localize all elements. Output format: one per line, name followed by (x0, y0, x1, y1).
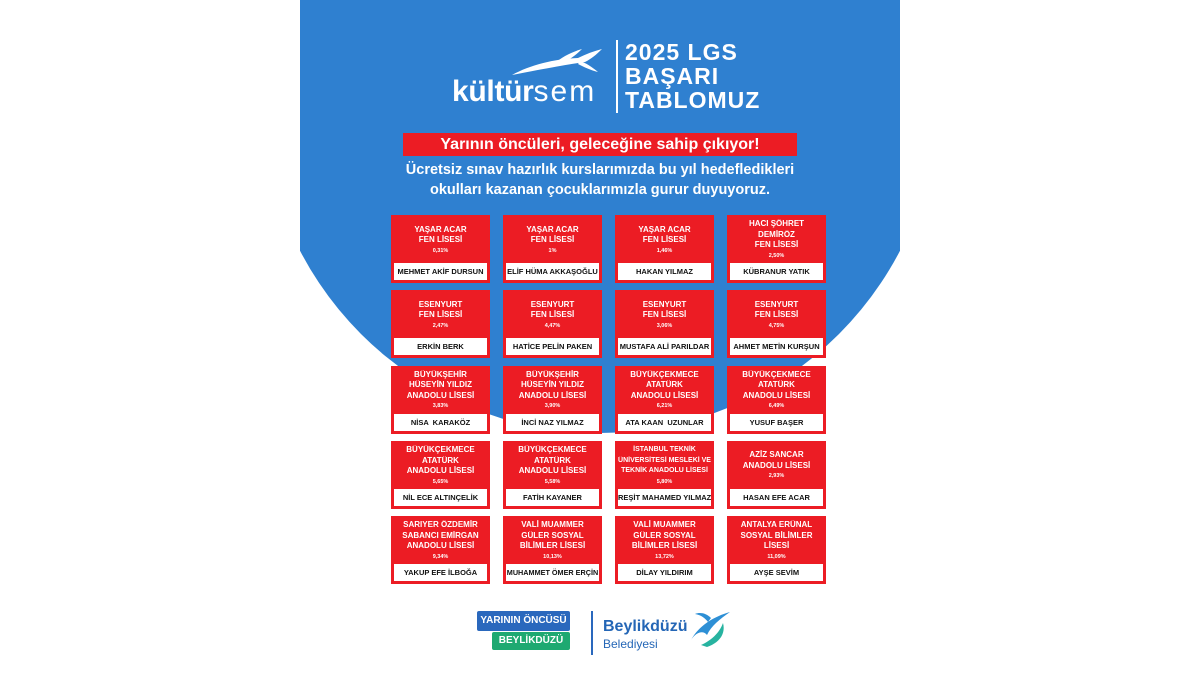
school-name-line: ANADOLU LİSESİ (406, 466, 475, 476)
campaign-badge-bottom: BEYLİKDÜZÜ (492, 632, 570, 650)
score-percent: 2,47% (432, 322, 449, 329)
school-name-line: SARIYER ÖZDEMİR (403, 520, 478, 530)
school-block (615, 516, 714, 564)
school-name-line: YAŞAR ACAR (638, 224, 691, 234)
school-block (615, 215, 714, 263)
result-card (727, 290, 826, 358)
page-title (625, 40, 760, 112)
title-line: TABLOMUZ (625, 87, 761, 113)
score-percent: 13,72% (655, 553, 674, 560)
result-card (391, 441, 490, 509)
student-name: FATİH KAYANER (506, 489, 599, 506)
result-card (727, 516, 826, 584)
result-card (727, 441, 826, 509)
score-percent: 5,80% (656, 478, 673, 485)
school-block (503, 441, 602, 489)
score-percent: 6,21% (656, 403, 673, 410)
school-block (727, 441, 826, 489)
result-card (727, 215, 826, 283)
score-percent: 2,50% (768, 252, 785, 259)
school-block (391, 441, 490, 489)
school-name-line: FEN LİSESİ (418, 310, 463, 320)
school-name-line: YAŞAR ACAR (526, 224, 579, 234)
logo-wordmark (452, 75, 596, 109)
school-name-line: FEN LİSESİ (754, 310, 799, 320)
campaign-badge-top: YARININ ÖNCÜSÜ (477, 611, 570, 631)
student-name: NİSA KARAKÖZ (394, 414, 487, 431)
school-name-line: BÜYÜKÇEKMECE (518, 445, 587, 455)
school-block (727, 366, 826, 414)
school-name-line: ÜNİVERSİTESİ MESLEKİ VE (618, 456, 711, 464)
score-percent: 3,06% (656, 322, 673, 329)
result-card (615, 290, 714, 358)
score-percent: 3,83% (432, 403, 449, 410)
school-name-line: SABANCI EMİRGAN (402, 530, 479, 540)
poster (300, 0, 900, 675)
school-name-line: HÜSEYİN YILDIZ (521, 380, 584, 390)
score-percent: 5,65% (432, 478, 449, 485)
school-name-line: ESENYURT (530, 299, 575, 309)
school-name-line: YAŞAR ACAR (414, 224, 467, 234)
school-name-line: ESENYURT (418, 299, 463, 309)
student-name: MUSTAFA ALİ PARILDAR (618, 338, 711, 355)
school-block (503, 516, 602, 564)
slogan-banner: Yarının öncüleri, geleceğine sahip çıkıyor! (403, 133, 797, 156)
school-name-line: ATATÜRK (646, 380, 683, 390)
result-card (503, 290, 602, 358)
school-name-line: BÜYÜKŞEHİR (414, 369, 467, 379)
school-block (727, 290, 826, 338)
score-percent: 6,49% (768, 403, 785, 410)
student-name: YUSUF BAŞER (730, 414, 823, 431)
school-name-line: HACI ŞÖHRET (748, 219, 805, 229)
school-name-line: SOSYAL BİLİMLER (740, 530, 813, 540)
school-name-line: ANADOLU LİSESİ (518, 390, 587, 400)
school-block (727, 215, 826, 263)
results-grid (391, 215, 826, 584)
school-name-line: ANADOLU LİSESİ (630, 390, 699, 400)
school-block (391, 516, 490, 564)
student-name: İNCİ NAZ YILMAZ (506, 414, 599, 431)
school-name-line: ANTALYA ERÜNAL (740, 520, 813, 530)
school-block (391, 215, 490, 263)
school-name-line: HÜSEYİN YILDIZ (409, 380, 472, 390)
school-name-line: BÜYÜKŞEHİR (526, 369, 579, 379)
student-name: ERKİN BERK (394, 338, 487, 355)
school-name-line: BÜYÜKÇEKMECE (630, 369, 699, 379)
school-name-line: ANADOLU LİSESİ (406, 541, 475, 551)
school-name-line: FEN LİSESİ (642, 310, 687, 320)
school-name-line: FEN LİSESİ (530, 235, 575, 244)
title-line: BAŞARI (625, 63, 720, 89)
school-block (503, 290, 602, 338)
score-percent: 2,93% (768, 473, 785, 480)
school-name-line: ATATÜRK (758, 380, 795, 390)
school-name-line: FEN LİSESİ (530, 310, 575, 320)
score-percent: 11,09% (767, 553, 786, 560)
school-name-line: GÜLER SOSYAL (633, 530, 696, 540)
result-card (615, 441, 714, 509)
result-card (615, 516, 714, 584)
school-name-line: DEMİRÖZ (758, 229, 795, 239)
logo-wordmark-bold: kültür (452, 75, 534, 108)
score-percent: 4,75% (768, 322, 785, 329)
score-percent: 10,13% (543, 553, 562, 560)
school-name-line: İSTANBUL TEKNİK (633, 446, 696, 454)
school-name-line: TEKNİK ANADOLU LİSESİ (621, 467, 708, 475)
result-card (391, 290, 490, 358)
school-block (727, 516, 826, 564)
school-name-line: ESENYURT (754, 299, 799, 309)
intro-line: okulları kazanan çocuklarımızla gurur duyuyoruz. (429, 181, 771, 198)
school-name-line: ATATÜRK (534, 455, 571, 465)
school-name-line: ANADOLU LİSESİ (406, 390, 475, 400)
school-name-line: BİLİMLER LİSESİ (631, 541, 698, 551)
student-name: MUHAMMET ÖMER ERÇİN (506, 564, 599, 581)
student-name: DİLAY YILDIRIM (618, 564, 711, 581)
result-card (615, 366, 714, 434)
student-name: AYŞE SEVİM (730, 564, 823, 581)
footer-divider (591, 611, 593, 655)
municipality-subtitle: Belediyesi (603, 637, 658, 651)
result-card (503, 516, 602, 584)
school-name-line: BÜYÜKÇEKMECE (406, 445, 475, 455)
school-block (391, 366, 490, 414)
school-block (503, 215, 602, 263)
municipality-name: Beylikdüzü (603, 618, 688, 635)
school-name-line: VALİ MUAMMER (633, 520, 696, 530)
student-name: ATA KAAN UZUNLAR (618, 414, 711, 431)
student-name: HASAN EFE ACAR (730, 489, 823, 506)
result-card (391, 215, 490, 283)
title-line: 2025 LGS (625, 39, 738, 65)
school-name-line: ESENYURT (642, 299, 687, 309)
school-name-line: ANADOLU LİSESİ (742, 460, 811, 470)
student-name: YAKUP EFE İLBOĞA (394, 564, 487, 581)
student-name: REŞİT MAHAMED YILMAZ (618, 489, 711, 506)
logo-wordmark-light: sem (533, 75, 597, 108)
result-card (503, 441, 602, 509)
school-block (615, 290, 714, 338)
result-card (727, 366, 826, 434)
school-name-line: AZİZ SANCAR (749, 450, 804, 460)
school-block (615, 441, 714, 489)
score-percent: 4,47% (544, 322, 561, 329)
score-percent: 1,46% (656, 247, 673, 254)
student-name: HAKAN YILMAZ (618, 263, 711, 280)
student-name: NİL ECE ALTINÇELİK (394, 489, 487, 506)
school-block (615, 366, 714, 414)
score-percent: 5,58% (544, 478, 561, 485)
school-name-line: ANADOLU LİSESİ (742, 390, 811, 400)
school-name-line: ATATÜRK (422, 455, 459, 465)
school-block (503, 366, 602, 414)
result-card (615, 215, 714, 283)
kultursem-logo (452, 46, 614, 112)
school-name-line: ANADOLU LİSESİ (518, 466, 587, 476)
student-name: AHMET METİN KURŞUN (730, 338, 823, 355)
school-name-line: BİLİMLER LİSESİ (519, 541, 586, 551)
intro-line: Ücretsiz sınav hazırlık kurslarımızda bu yıl hedefledikleri (405, 162, 795, 178)
result-card (391, 366, 490, 434)
score-percent: 3,90% (544, 403, 561, 410)
school-block (391, 290, 490, 338)
result-card (503, 215, 602, 283)
school-name-line: FEN LİSESİ (418, 235, 463, 244)
student-name: MEHMET AKİF DURSUN (394, 263, 487, 280)
school-name-line: GÜLER SOSYAL (521, 530, 584, 540)
intro-text (300, 161, 900, 200)
school-name-line: LİSESİ (763, 541, 790, 551)
score-percent: 0,31% (432, 247, 449, 254)
student-name: ELİF HÜMA AKKAŞOĞLU (506, 263, 599, 280)
swallow-swirl-icon (688, 609, 732, 651)
score-percent: 1% (548, 247, 557, 254)
result-card (391, 516, 490, 584)
school-name-line: VALİ MUAMMER (521, 520, 584, 530)
school-name-line: BÜYÜKÇEKMECE (742, 369, 811, 379)
school-name-line: FEN LİSESİ (642, 235, 687, 244)
student-name: HATİCE PELİN PAKEN (506, 338, 599, 355)
student-name: KÜBRANUR YATIK (730, 263, 823, 280)
result-card (503, 366, 602, 434)
header-divider (616, 40, 618, 113)
score-percent: 9,34% (432, 553, 449, 560)
school-name-line: FEN LİSESİ (754, 240, 799, 250)
